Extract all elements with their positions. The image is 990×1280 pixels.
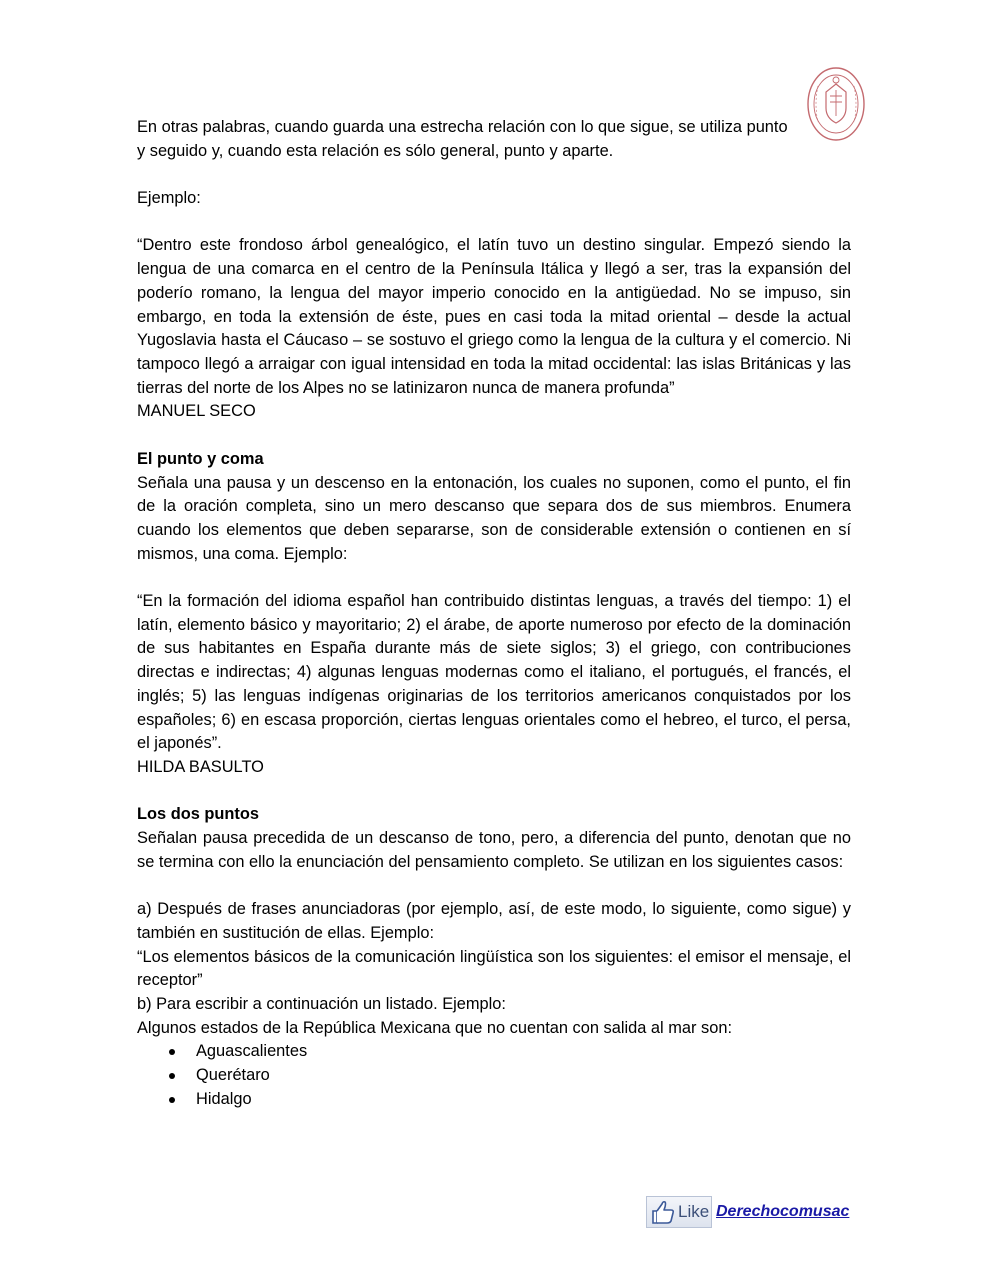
derechocomusac-link[interactable]: Derechocomusac xyxy=(716,1203,850,1220)
quote-author-basulto: HILDA BASULTO xyxy=(137,757,264,776)
bullet-icon xyxy=(169,1097,175,1103)
dos-puntos-paragraph: Señalan pausa precedida de un descanso de tono, pero, a diferencia del punto, denotan que no se termina con ello la enunciación del pensamiento completo. Se utilizan en los siguientes casos: xyxy=(137,829,851,871)
footer xyxy=(646,1196,849,1228)
list-item-label: Hidalgo xyxy=(196,1089,252,1108)
quote-latin: “Dentro este frondoso árbol genealógico, el latín tuvo un destino singular. Empezó siendo la lengua de una comarca en el centro de la Península Itálica y llegó a ser, tras la expansión del poderío romano, la lengua del mayor imperio conocido en la antigüedad. No se impuso, sin embargo, en toda la extensión de éste, pues en casi toda la mitad oriental – desde la actual Yugoslavia hasta el Cáucaso – se sostuvo el griego como la lengua de la cultura y el comercio. Ni tampoco llegó a arraigar con igual intensidad en toda la mitad occidental: las islas Británicas y las tierras del norte de los Alpes no se latinizaron nunca de manera profunda” xyxy=(137,236,851,397)
heading-dos-puntos: Los dos puntos xyxy=(137,805,260,824)
case-b-paragraph: b) Para escribir a continuación un listado. Ejemplo: xyxy=(137,994,506,1013)
list-item xyxy=(137,1088,851,1112)
case-a-paragraph: a) Después de frases anunciadoras (por ejemplo, así, de este modo, lo siguiente, como sigue) y también en sustitución de ellas. Ejemplo: xyxy=(137,900,851,942)
bullet-icon xyxy=(169,1049,175,1055)
like-label: Like xyxy=(678,1202,710,1221)
states-list xyxy=(137,1040,851,1111)
example-label: Ejemplo: xyxy=(137,189,201,208)
list-item-label: Querétaro xyxy=(196,1066,270,1085)
punto-y-coma-paragraph: Señala una pausa y un descenso en la entonación, los cuales no suponen, como el punto, el fin de la oración completa, sino un mero descanso que separa dos de sus miembros. Enumera cuando los elementos que deben separarse, son de considerable extensión o contienen en sí mismos, una coma. Ejemplo: xyxy=(137,473,851,563)
list-item xyxy=(137,1064,851,1088)
quote-idioma-espanol: “En la formación del idioma español han contribuido distintas lenguas, a través del tiempo: 1) el latín, elemento básico y mayoritario; 2) el árabe, de aporte numeroso por efecto de la dominación de sus habitantes en España durante más de siete siglos; 3) el griego, con contribuciones directas e indirectas; 4) algunas lenguas modernas como el italiano, el portugués, el francés, el inglés; 5) las lenguas indígenas originarias de los territorios americanos conquistados por los españoles; 6) en escasa proporción, ciertas lenguas orientales como el hebreo, el turco, el persa, el japonés”. xyxy=(137,592,851,753)
quote-author-seco: MANUEL SECO xyxy=(137,402,256,421)
intro-paragraph: En otras palabras, cuando guarda una estrecha relación con lo que sigue, se utiliza punto y seguido y, cuando esta relación es sólo general, punto y aparte. xyxy=(137,118,788,160)
like-button[interactable] xyxy=(646,1196,712,1228)
list-item-label: Aguascalientes xyxy=(196,1042,308,1061)
thumbs-up-icon xyxy=(650,1199,676,1225)
list-intro: Algunos estados de la República Mexicana que no cuentan con salida al mar son: xyxy=(137,1018,732,1037)
bullet-icon xyxy=(169,1073,175,1079)
document-body xyxy=(137,116,851,1111)
list-item xyxy=(137,1040,851,1064)
quote-comunicacion: “Los elementos básicos de la comunicación lingüística son los siguientes: el emisor el mensaje, el receptor” xyxy=(137,947,851,990)
heading-punto-y-coma: El punto y coma xyxy=(137,449,264,468)
